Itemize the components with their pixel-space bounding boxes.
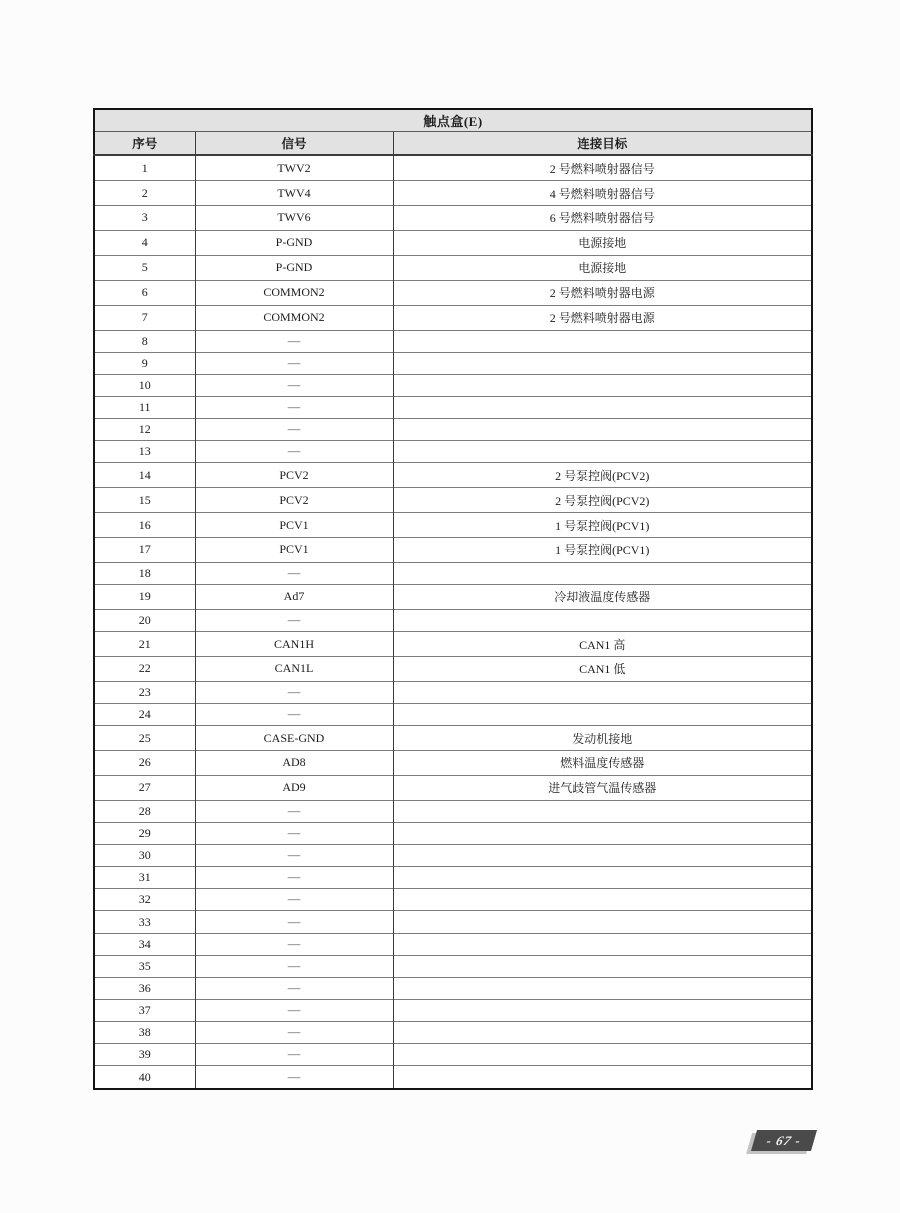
cell-no: 27 [94, 775, 195, 800]
table-title: 触点盒(E) [94, 109, 812, 132]
cell-no: 38 [94, 1022, 195, 1044]
cell-no: 28 [94, 800, 195, 822]
cell-no: 4 [94, 230, 195, 255]
table-row [94, 656, 812, 681]
cell-target [393, 396, 812, 418]
cell-target [393, 419, 812, 441]
table-row [94, 775, 812, 800]
cell-no: 5 [94, 255, 195, 280]
table-row [94, 751, 812, 776]
table-row [94, 374, 812, 396]
cell-target [393, 562, 812, 584]
cell-signal: — [195, 330, 393, 352]
cell-signal: AD9 [195, 775, 393, 800]
cell-signal: PCV1 [195, 538, 393, 563]
cell-signal: — [195, 800, 393, 822]
cell-no: 37 [94, 999, 195, 1021]
table-body [94, 155, 812, 1089]
table-row [94, 280, 812, 305]
cell-target: 4 号燃料喷射器信号 [393, 181, 812, 206]
cell-no: 39 [94, 1044, 195, 1066]
cell-signal: — [195, 933, 393, 955]
table-row [94, 230, 812, 255]
table-row [94, 609, 812, 631]
cell-target: 6 号燃料喷射器信号 [393, 206, 812, 231]
cell-no: 30 [94, 845, 195, 867]
cell-target: 发动机接地 [393, 726, 812, 751]
cell-target: 2 号泵控阀(PCV2) [393, 488, 812, 513]
cell-target: 1 号泵控阀(PCV1) [393, 513, 812, 538]
cell-no: 33 [94, 911, 195, 933]
column-header-target: 连接目标 [393, 132, 812, 156]
cell-target [393, 704, 812, 726]
table-row [94, 977, 812, 999]
cell-signal: TWV2 [195, 155, 393, 181]
cell-no: 34 [94, 933, 195, 955]
cell-target [393, 867, 812, 889]
cell-no: 31 [94, 867, 195, 889]
table-row [94, 441, 812, 463]
cell-no: 26 [94, 751, 195, 776]
table-row [94, 305, 812, 330]
cell-no: 3 [94, 206, 195, 231]
cell-signal: COMMON2 [195, 305, 393, 330]
cell-no: 21 [94, 632, 195, 657]
table-row [94, 419, 812, 441]
cell-no: 25 [94, 726, 195, 751]
cell-target [393, 352, 812, 374]
cell-signal: — [195, 562, 393, 584]
cell-signal: — [195, 396, 393, 418]
table-row [94, 681, 812, 703]
cell-target [393, 330, 812, 352]
cell-signal: PCV1 [195, 513, 393, 538]
table-row [94, 911, 812, 933]
cell-signal: TWV6 [195, 206, 393, 231]
table-row [94, 704, 812, 726]
table-row [94, 352, 812, 374]
cell-target: 燃料温度传感器 [393, 751, 812, 776]
cell-target: CAN1 低 [393, 656, 812, 681]
cell-no: 14 [94, 463, 195, 488]
cell-no: 18 [94, 562, 195, 584]
table-row [94, 822, 812, 844]
table-row [94, 1044, 812, 1066]
cell-signal: — [195, 374, 393, 396]
table-row [94, 585, 812, 610]
cell-signal: — [195, 681, 393, 703]
cell-signal: — [195, 955, 393, 977]
cell-target [393, 800, 812, 822]
cell-target [393, 911, 812, 933]
cell-no: 7 [94, 305, 195, 330]
cell-signal: — [195, 867, 393, 889]
cell-target [393, 889, 812, 911]
cell-no: 11 [94, 396, 195, 418]
table-row [94, 1066, 812, 1089]
cell-signal: — [195, 977, 393, 999]
page-number-badge [751, 1130, 817, 1151]
table-row [94, 1022, 812, 1044]
table-row [94, 955, 812, 977]
cell-no: 20 [94, 609, 195, 631]
cell-no: 2 [94, 181, 195, 206]
table-row [94, 488, 812, 513]
cell-no: 6 [94, 280, 195, 305]
cell-signal: — [195, 704, 393, 726]
cell-signal: — [195, 352, 393, 374]
cell-signal: Ad7 [195, 585, 393, 610]
table-title-row [94, 109, 812, 132]
column-header-no: 序号 [94, 132, 195, 156]
cell-signal: — [195, 889, 393, 911]
cell-signal: — [195, 609, 393, 631]
cell-signal: — [195, 822, 393, 844]
cell-no: 23 [94, 681, 195, 703]
cell-no: 10 [94, 374, 195, 396]
cell-signal: CAN1L [195, 656, 393, 681]
cell-target: 2 号燃料喷射器信号 [393, 155, 812, 181]
cell-target: CAN1 高 [393, 632, 812, 657]
table-row [94, 181, 812, 206]
cell-signal: — [195, 999, 393, 1021]
table-row [94, 889, 812, 911]
table-row [94, 463, 812, 488]
cell-target: 1 号泵控阀(PCV1) [393, 538, 812, 563]
table-header-row [94, 132, 812, 156]
cell-signal: CASE-GND [195, 726, 393, 751]
cell-signal: — [195, 419, 393, 441]
cell-target [393, 1022, 812, 1044]
cell-target [393, 681, 812, 703]
table-row [94, 632, 812, 657]
cell-signal: PCV2 [195, 463, 393, 488]
table-row [94, 800, 812, 822]
table-row [94, 867, 812, 889]
cell-target [393, 609, 812, 631]
cell-target: 2 号泵控阀(PCV2) [393, 463, 812, 488]
cell-no: 36 [94, 977, 195, 999]
page-number: - 67 - [764, 1132, 804, 1148]
cell-target: 冷却液温度传感器 [393, 585, 812, 610]
table-row [94, 999, 812, 1021]
cell-signal: CAN1H [195, 632, 393, 657]
cell-target [393, 933, 812, 955]
cell-no: 19 [94, 585, 195, 610]
cell-signal: — [195, 911, 393, 933]
table-row [94, 513, 812, 538]
cell-signal: P-GND [195, 255, 393, 280]
cell-no: 24 [94, 704, 195, 726]
cell-no: 12 [94, 419, 195, 441]
cell-signal: — [195, 441, 393, 463]
cell-target [393, 845, 812, 867]
cell-no: 16 [94, 513, 195, 538]
cell-no: 22 [94, 656, 195, 681]
cell-no: 8 [94, 330, 195, 352]
cell-target: 电源接地 [393, 230, 812, 255]
cell-no: 15 [94, 488, 195, 513]
table-row [94, 562, 812, 584]
table-row [94, 396, 812, 418]
cell-signal: — [195, 1066, 393, 1089]
table-row [94, 255, 812, 280]
column-header-signal: 信号 [195, 132, 393, 156]
cell-signal: P-GND [195, 230, 393, 255]
cell-signal: — [195, 1022, 393, 1044]
table-row [94, 155, 812, 181]
table-row [94, 538, 812, 563]
cell-target [393, 822, 812, 844]
cell-no: 13 [94, 441, 195, 463]
cell-signal: — [195, 1044, 393, 1066]
cell-signal: PCV2 [195, 488, 393, 513]
cell-target [393, 955, 812, 977]
cell-no: 1 [141, 160, 148, 175]
cell-signal: AD8 [195, 751, 393, 776]
cell-no: 32 [94, 889, 195, 911]
cell-target [393, 1066, 812, 1089]
table-row [94, 933, 812, 955]
cell-no: 9 [94, 352, 195, 374]
table-row [94, 206, 812, 231]
cell-target: 电源接地 [393, 255, 812, 280]
cell-signal: COMMON2 [195, 280, 393, 305]
contact-box-table [93, 108, 813, 1090]
table-row [94, 845, 812, 867]
cell-target: 2 号燃料喷射器电源 [393, 280, 812, 305]
cell-target [393, 1044, 812, 1066]
cell-target [393, 374, 812, 396]
cell-no: 29 [94, 822, 195, 844]
cell-no: 40 [94, 1066, 195, 1089]
cell-no: 17 [94, 538, 195, 563]
table-row [94, 726, 812, 751]
cell-signal: TWV4 [195, 181, 393, 206]
cell-target [393, 441, 812, 463]
cell-target: 进气歧管气温传感器 [393, 775, 812, 800]
cell-no: 35 [94, 955, 195, 977]
table-row [94, 330, 812, 352]
cell-target [393, 977, 812, 999]
cell-signal: — [195, 845, 393, 867]
cell-target [393, 999, 812, 1021]
cell-target: 2 号燃料喷射器电源 [393, 305, 812, 330]
